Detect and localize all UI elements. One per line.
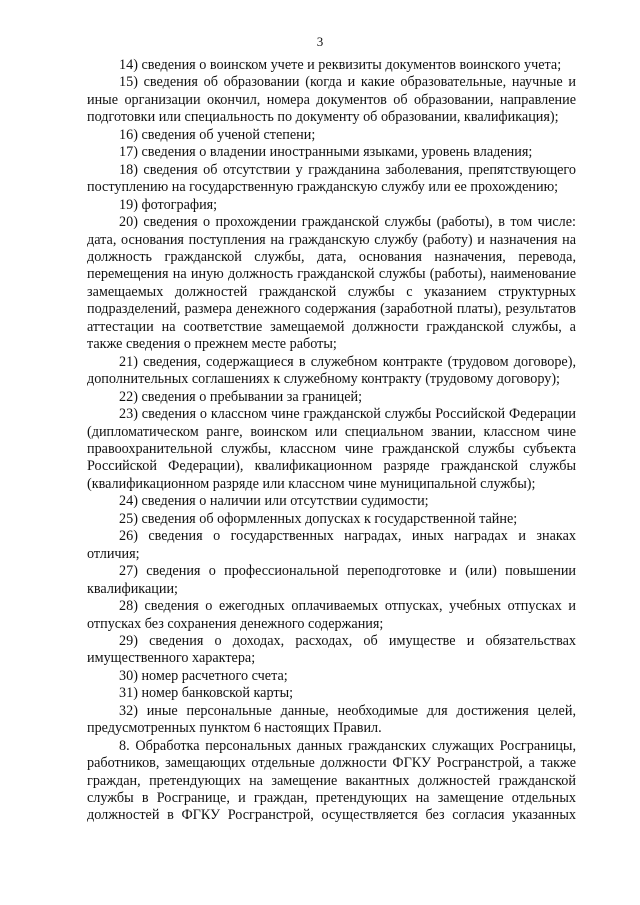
item-22: 22) сведения о пребывании за границей; [119,388,363,405]
item-14: 14) сведения о воинском учете и реквизиты документов воинского учета; [119,57,562,73]
item-29: 29) сведения о доходах, расходах, об имуществе и обязательствах имущественного характера; [87,632,576,667]
item-17: 17) сведения о владении иностранными языками, уровень владения; [119,144,533,161]
item-28: 28) сведения о ежегодных оплачиваемых отпусках, учебных отпусках и отпусках без сохранения денежного содержания; [87,598,576,632]
item-31: 31) номер банковской карты; [119,685,294,702]
item-24: 24) сведения о наличии или отсутствии судимости; [119,493,429,510]
item-27: 27) сведения о профессиональной переподготовке и (или) повышении квалификации; [87,563,576,597]
item-21: 21) сведения, содержащиеся в служебном контракте (трудовом договоре), дополнительных соглашениях к служебному контракту (трудовому договору); [87,353,576,388]
item-26: 26) сведения о государственных наградах, иных наградах и знаках отличия; [87,528,576,562]
clause-8: 8. Обработка персональных данных гражданских служащих Росграницы, работников, замещающих отдельные должности ФГКУ Росгранстрой, а также граждан, претендующих на замещение вакантных должностей гражданской службы в Росгранице, и граждан, претендующих на замещение отдельных должностей в ФГКУ Росгранстрой, осуществляется без согласия указанных [87,737,576,824]
item-19: 19) фотография; [119,196,218,213]
item-15: 15) сведения об образовании (когда и какие образовательные, научные и иные организации окончил, номера документов об образовании, направление подготовки или специальность по документу об образовании, квалификация); [87,74,576,126]
item-18: 18) сведения об отсутствии у гражданина заболевания, препятствующего поступлению на государственную гражданскую службу или ее прохождению; [87,161,576,196]
item-32: 32) иные персональные данные, необходимые для достижения целей, предусмотренных пунктом 6 настоящих Правил. [87,702,576,737]
item-25: 25) сведения об оформленных допусках к государственной тайне; [119,510,518,527]
item-30: 30) номер расчетного счета; [119,667,288,684]
item-23: 23) сведения о классном чине гражданской службы Российской Федерации (дипломатическом ранге, воинском или специальном звании, классном чине правоохранительной службы, классном чине гражданской службы субъекта Российской Федерации), квалификационном разряде гражданской службы (квалификационном разряде или классном чине муниципальной службы); [87,406,576,492]
item-20: 20) сведения о прохождении гражданской службы (работы), в том числе: дата, основания поступления на гражданскую службу (работу) и назначения на должность гражданской службы, дата, основания назначения, перевода, перемещения на иную должность гражданской службы (работы), наименование замещаемых должностей гражданской службы с указанием структурных подразделений, размера денежного содержания (заработной платы), результатов аттестации на соответствие замещаемой должности гражданской службы, а также сведения о прежнем месте работы; [87,214,576,353]
page-number: 3 [316,34,324,49]
document-body [87,57,576,825]
item-16: 16) сведения об ученой степени; [119,126,316,143]
